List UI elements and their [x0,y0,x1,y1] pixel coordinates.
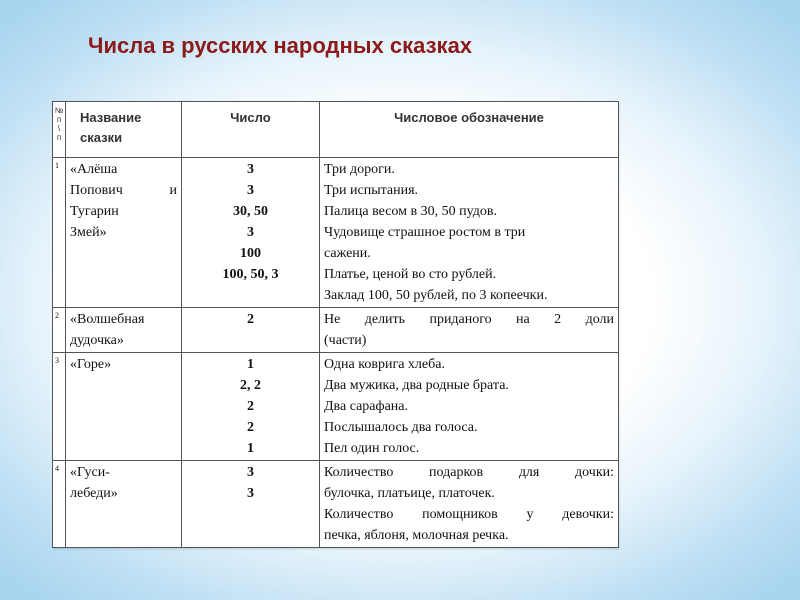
designation-line: булочка, платьице, платочек. [324,486,495,501]
number-value: 2, 2 [240,378,261,393]
designation-cell [320,158,619,308]
designation-line: Платье, ценой во сто рублей. [324,267,497,282]
number-value: 1 [247,441,254,456]
tale-name-cell [66,353,182,461]
tale-name-cell [66,461,182,548]
row-index: 3 [53,353,66,461]
tale-name-line: дудочка» [70,333,124,348]
designation-line: сажени. [324,246,371,261]
number-value: 2 [247,420,254,435]
tale-name-cell [66,158,182,308]
table-row [53,158,619,308]
number-value: 3 [247,183,254,198]
header-number-index-part: п [56,133,62,142]
designation-line: печка, яблоня, молочная речка. [324,528,509,543]
header-number: Число [182,102,320,158]
designation-line: Три испытания. [324,183,419,198]
designation-line: Два мужика, два родные брата. [324,378,509,393]
number-value: 100 [240,246,261,261]
header-number-index-part: \ [57,124,61,133]
designation-line: (части) [324,333,367,348]
tales-numbers-table [52,101,619,548]
tale-name-line: Попович и [70,183,177,198]
tale-name-line: «Алёша [70,162,118,177]
header-number-index-part: № [54,106,64,115]
number-cell [182,308,320,353]
tale-name-cell [66,308,182,353]
tale-name-line: Змей» [70,225,107,240]
row-index: 4 [53,461,66,548]
table-row [53,308,619,353]
row-index: 2 [53,308,66,353]
header-designation: Числовое обозначение [320,102,619,158]
tale-name-line: «Горе» [70,357,112,372]
designation-line: Чудовище страшное ростом в три [324,225,526,240]
designation-line: Количество подарков для дочки: [324,465,614,480]
header-number-index [53,102,66,158]
number-cell [182,461,320,548]
designation-cell [320,308,619,353]
designation-line: Заклад 100, 50 рублей, по 3 копеечки. [324,288,548,303]
designation-line: Три дороги. [324,162,395,177]
number-value: 3 [247,162,254,177]
tales-table-container [52,101,618,548]
row-index: 1 [53,158,66,308]
number-cell [182,158,320,308]
number-value: 2 [247,312,254,327]
designation-line: Послышалось два голоса. [324,420,478,435]
number-value: 3 [247,486,254,501]
header-tale-name: Название сказки [66,102,182,158]
table-header-row [53,102,619,158]
number-value: 1 [247,357,254,372]
tale-name-line: «Волшебная [70,312,145,327]
designation-line: Количество помощников у девочки: [324,507,614,522]
designation-cell [320,461,619,548]
number-value: 3 [247,225,254,240]
number-value: 100, 50, 3 [222,267,279,282]
number-value: 2 [247,399,254,414]
table-row [53,353,619,461]
table-body [53,158,619,548]
number-value: 3 [247,465,254,480]
designation-cell [320,353,619,461]
designation-line: Два сарафана. [324,399,408,414]
slide-title: Числа в русских народных сказках [88,33,473,58]
designation-line: Не делить приданого на 2 доли [324,312,614,327]
tale-name-line: «Гуси- [70,465,110,480]
tale-name-line: Тугарин [70,204,119,219]
number-cell [182,353,320,461]
tale-name-line: лебеди» [70,486,118,501]
number-value: 30, 50 [233,204,268,219]
designation-line: Пел один голос. [324,441,420,456]
header-number-index-part: п [56,115,62,124]
designation-line: Одна коврига хлеба. [324,357,445,372]
table-row [53,461,619,548]
designation-line: Палица весом в 30, 50 пудов. [324,204,497,219]
